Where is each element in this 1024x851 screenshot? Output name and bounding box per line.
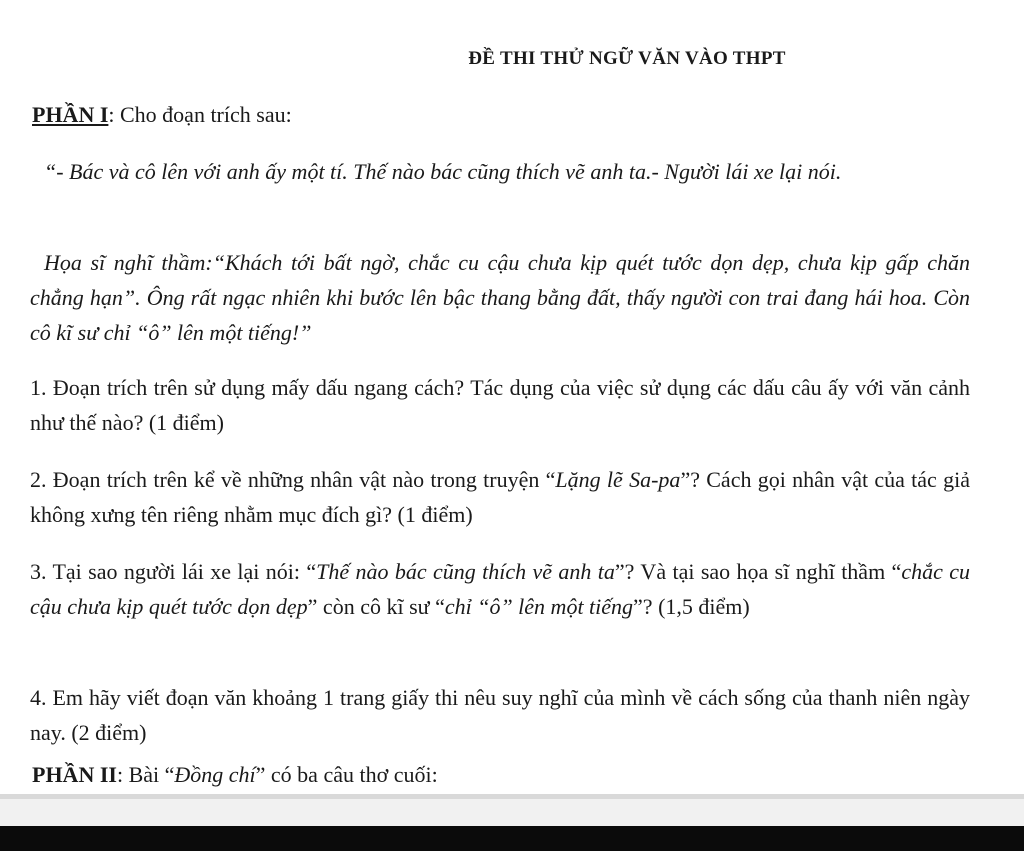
question-2-text-b: ”? Cách gọi nhân vật của tác giả không xưng tên riêng nhằm mục đích gì? (1 điểm) [30,467,970,527]
part2-label: PHẦN II [32,762,117,787]
question-1: 1. Đoạn trích trên sử dụng mấy dấu ngang cách? Tác dụng của việc sử dụng các dấu câu ấy với văn cảnh như thế nào? (1 điểm) [30,375,970,435]
story-title: Lặng lẽ Sa-pa [555,467,681,492]
viewer-gap [0,799,1024,826]
screen-bottom-bar [0,826,1024,851]
question-3-part-2: ”? Và tại sao họa sĩ nghĩ thầm “ [614,559,902,584]
part2-text-a: : Bài “ [116,762,175,787]
question-3-part-1: 3. Tại sao người lái xe lại nói: “ [30,559,317,584]
poem-title: Đồng chí [174,762,256,787]
question-3 [30,554,970,624]
part1-intro: : Cho đoạn trích sau: [108,102,292,127]
question-3-quote-3: chỉ “ô” lên một tiếng [444,594,634,619]
question-2 [30,462,970,532]
question-3-part-3: ” còn cô kĩ sư “ [307,594,445,619]
question-2-text-a: 2. Đoạn trích trên kể về những nhân vật nào trong truyện “ [30,467,556,492]
part1-heading [32,102,292,128]
question-4: 4. Em hãy viết đoạn văn khoảng 1 trang giấy thi nêu suy nghĩ của mình về cách sống của thanh niên ngày nay. (2 điểm) [30,685,970,745]
excerpt-paragraph-1: “- Bác và cô lên với anh ấy một tí. Thế nào bác cũng thích vẽ anh ta.- Người lái xe lại nói. [44,159,842,184]
part2-text-b: ” có ba câu thơ cuối: [255,762,438,787]
question-3-part-4: ”? (1,5 điểm) [633,594,750,619]
exam-title: ĐỀ THI THỬ NGỮ VĂN VÀO THPT [468,48,786,69]
excerpt-paragraph-2: Họa sĩ nghĩ thầm:“Khách tới bất ngờ, chắc cu cậu chưa kịp quét tước dọn dẹp, chưa kịp gấp chăn chẳng hạn”. Ông rất ngạc nhiên khi bước lên bậc thang bằng đất, thấy người con trai đang hái hoa. Còn cô kĩ sư chỉ “ô” lên một tiếng!” [30,250,970,345]
part2-heading [32,762,438,788]
question-3-quote-1: Thế nào bác cũng thích vẽ anh ta [316,559,615,584]
part1-label: PHẦN I [32,102,109,127]
question-3-quote-2: chắc cu cậu chưa kịp quét tước dọn dẹp [30,559,970,619]
